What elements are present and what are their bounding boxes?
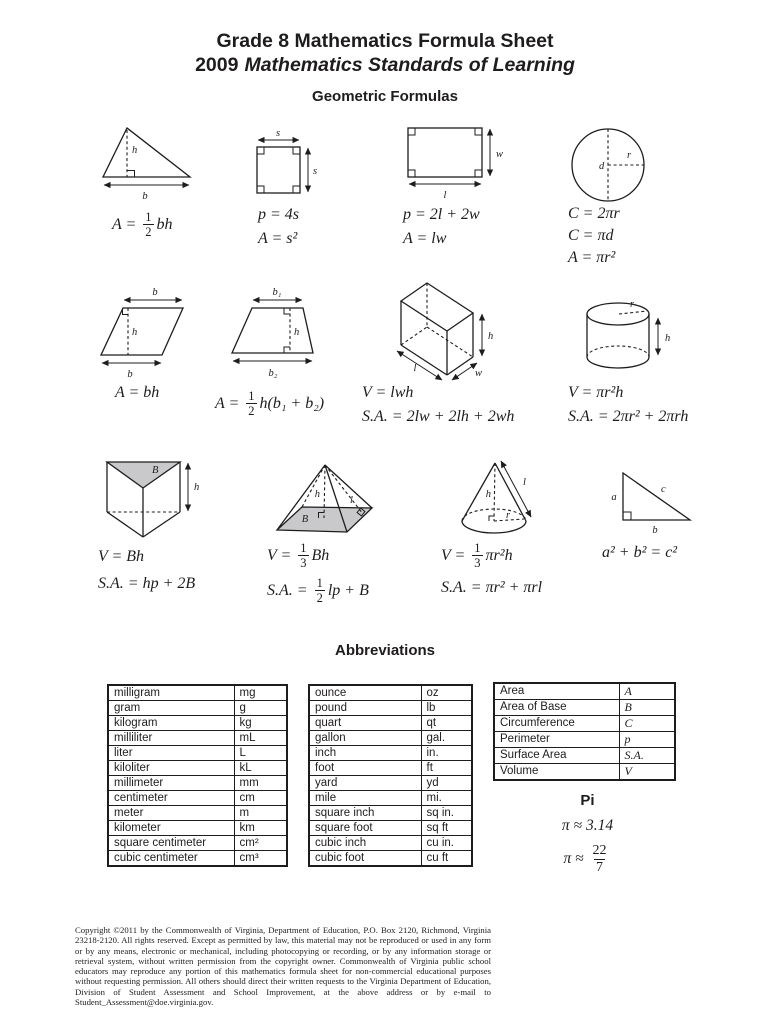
table-row: gram g: [108, 701, 287, 716]
table-row: square centimeter cm²: [108, 836, 287, 851]
table-row: ounce oz: [309, 685, 472, 701]
table-row: milliliter mL: [108, 731, 287, 746]
cylinder-formulas: V = πr²h S.A. = 2πr² + 2πrh: [568, 384, 689, 425]
table-row: Perimeter p: [494, 732, 675, 748]
pyramid-diagram: [260, 452, 382, 546]
rectangular-prism-formulas: V = lwh S.A. = 2lw + 2lh + 2wh: [362, 384, 515, 425]
table-row: pound lb: [309, 701, 472, 716]
triangular-prism-base-label: B: [152, 465, 159, 476]
abbreviations-heading: Abbreviations: [334, 642, 436, 659]
table-row: Area A: [494, 683, 675, 700]
pythagorean-formula: a² + b² = c²: [602, 544, 678, 561]
pi-heading: Pi: [580, 792, 595, 809]
right-triangle-a-label: a: [611, 492, 617, 503]
pi-section: [515, 792, 660, 875]
table-row: liter L: [108, 746, 287, 761]
parallelogram-base-bottom-label: b: [127, 369, 133, 380]
cylinder-height-label: h: [665, 333, 671, 344]
trapezoid-figure: [225, 283, 327, 386]
parallelogram-height-label: h: [132, 327, 138, 338]
square-side-right-label: s: [313, 166, 318, 177]
subtitle-standards: Mathematics Standards of Learning: [244, 54, 575, 76]
table-row: Volume V: [494, 764, 675, 781]
table-row: gallon gal.: [309, 731, 472, 746]
symbol-abbreviations-table: [493, 682, 676, 781]
circle-radius-label: r: [627, 150, 632, 161]
table-row: meter m: [108, 806, 287, 821]
slant-dimension-arrow: [501, 461, 531, 517]
rectangle-diagram: [398, 120, 506, 202]
rectangle-formulas: p = 2l + 2w A = lw: [403, 206, 480, 247]
rectangular-prism-diagram: [395, 276, 503, 386]
rectangle-figure: [398, 120, 506, 207]
copyright-notice: Copyright ©2011 by the Commonwealth of Virginia, Department of Education, P.O. Box 2120, Richmond, Virginia 23218-2120. All rights reserved. Except as permitted by law, this material may not be reproduced or used in any form or by any means, electronic or mechanical, including photocopying or recording, or by any information storage or retrieval system, without written permission from the copyright owner. Commonwealth of Virginia public school educators may reproduce any portion of this mathematics formula sheet for non-commercial educational purposes without requesting permission. All others should direct their written requests to the Virginia Department of Education, Division of Student Assessment and School Improvement, at the above address or by e-mail to Student_Assessment@doe.virginia.gov.: [75, 925, 491, 1008]
square-figure: [218, 126, 320, 209]
page-title: Grade 8 Mathematics Formula Sheet: [216, 30, 554, 52]
trapezoid-diagram: [225, 283, 327, 381]
customary-abbreviations-table: [308, 684, 473, 867]
pi-approximations: π ≈ 3.14 π ≈ $\frac{22}{7}$: [561, 817, 614, 875]
subtitle-year: 2009: [195, 54, 239, 76]
table-row: yard yd: [309, 776, 472, 791]
base-dimension-arrows: [102, 300, 182, 363]
table-row: mile mi.: [309, 791, 472, 806]
right-triangle-diagram: [598, 458, 703, 538]
trapezoid-formulas: A = $\frac{1}{2}$ h(b₁ + b₂): [215, 389, 325, 418]
table-row: cubic foot cu ft: [309, 851, 472, 867]
right-triangle-b-label: b: [652, 525, 658, 536]
cone-figure: [453, 453, 545, 550]
metric-abbreviations-table: [107, 684, 288, 867]
cone-diagram: [453, 453, 545, 545]
table-row: kiloliter kL: [108, 761, 287, 776]
rectangle-length-label: l: [443, 190, 447, 201]
triangle-height-label: h: [132, 145, 138, 156]
triangular-prism-figure: [100, 455, 200, 548]
trapezoid-base2-label: b₂: [268, 368, 278, 379]
cylinder-figure: [580, 295, 677, 384]
parallelogram-base-top-label: b: [152, 287, 158, 298]
table-row: millimeter mm: [108, 776, 287, 791]
trapezoid-height-label: h: [294, 327, 300, 338]
pyramid-formulas: V = $\frac{1}{3}$ Bh S.A. = $\frac{1}{2}$ lp + B: [267, 541, 369, 605]
geometric-formulas-heading: Geometric Formulas: [312, 88, 458, 105]
rectangle-width-label: w: [496, 149, 504, 160]
pyramid-height-label: h: [314, 489, 320, 500]
table-row: Surface Area S.A.: [494, 748, 675, 764]
table-row: square inch sq in.: [309, 806, 472, 821]
table-row: cubic inch cu in.: [309, 836, 472, 851]
table-row: kilogram kg: [108, 716, 287, 731]
cone-slant-label: l: [523, 477, 526, 488]
table-row: quart qt: [309, 716, 472, 731]
square-diagram: [218, 126, 320, 204]
prism-height-label: h: [488, 331, 494, 342]
parallelogram-figure: [88, 283, 200, 386]
circle-figure: [565, 124, 657, 213]
table-row: centimeter cm: [108, 791, 287, 806]
cone-radius-label: r: [506, 510, 511, 521]
triangular-prism-diagram: [100, 455, 200, 543]
triangle-base-label: b: [142, 191, 148, 202]
trapezoid-base1-label: b₁: [272, 287, 282, 298]
circle-diameter-label: d: [599, 161, 605, 172]
circle-formulas: C = 2πr C = πd A = πr²: [568, 205, 620, 266]
circle-diagram: [565, 124, 657, 208]
prism-length-label: l: [413, 363, 417, 374]
right-triangle-figure: [598, 458, 703, 543]
square-side-top-label: s: [275, 128, 281, 139]
base-dimension-arrows: [233, 300, 312, 361]
triangular-prism-height-label: h: [194, 482, 200, 493]
triangle-figure: [95, 122, 200, 209]
table-row: foot ft: [309, 761, 472, 776]
pyramid-figure: [260, 452, 382, 551]
table-row: cubic centimeter cm³: [108, 851, 287, 867]
square-formulas: p = 4s A = s²: [258, 206, 300, 247]
cone-height-label: h: [485, 489, 491, 500]
table-row: kilometer km: [108, 821, 287, 836]
side-dimension-arrows: [409, 129, 490, 184]
triangle-formulas: A = $\frac{1}{2}$ bh: [112, 210, 173, 239]
rectangular-prism-figure: [395, 276, 503, 391]
cylinder-diagram: [580, 295, 677, 379]
triangular-prism-formulas: V = Bh S.A. = hp + 2B: [98, 548, 196, 592]
cylinder-radius-label: r: [630, 299, 635, 310]
parallelogram-diagram: [88, 283, 200, 381]
table-row: square foot sq ft: [309, 821, 472, 836]
pyramid-slant-label: l: [350, 495, 353, 506]
parallelogram-formulas: A = bh: [115, 384, 160, 401]
triangle-diagram: [95, 122, 200, 204]
page-subtitle: [0, 54, 770, 77]
pyramid-base-label: B: [301, 514, 309, 525]
cone-formulas: V = $\frac{1}{3}$ πr²h S.A. = πr² + πrl: [441, 541, 543, 596]
right-triangle-c-label: c: [661, 484, 666, 495]
table-row: milligram mg: [108, 685, 287, 701]
table-row: inch in.: [309, 746, 472, 761]
prism-width-label: w: [475, 368, 483, 379]
table-row: Circumference C: [494, 716, 675, 732]
table-row: Area of Base B: [494, 700, 675, 716]
